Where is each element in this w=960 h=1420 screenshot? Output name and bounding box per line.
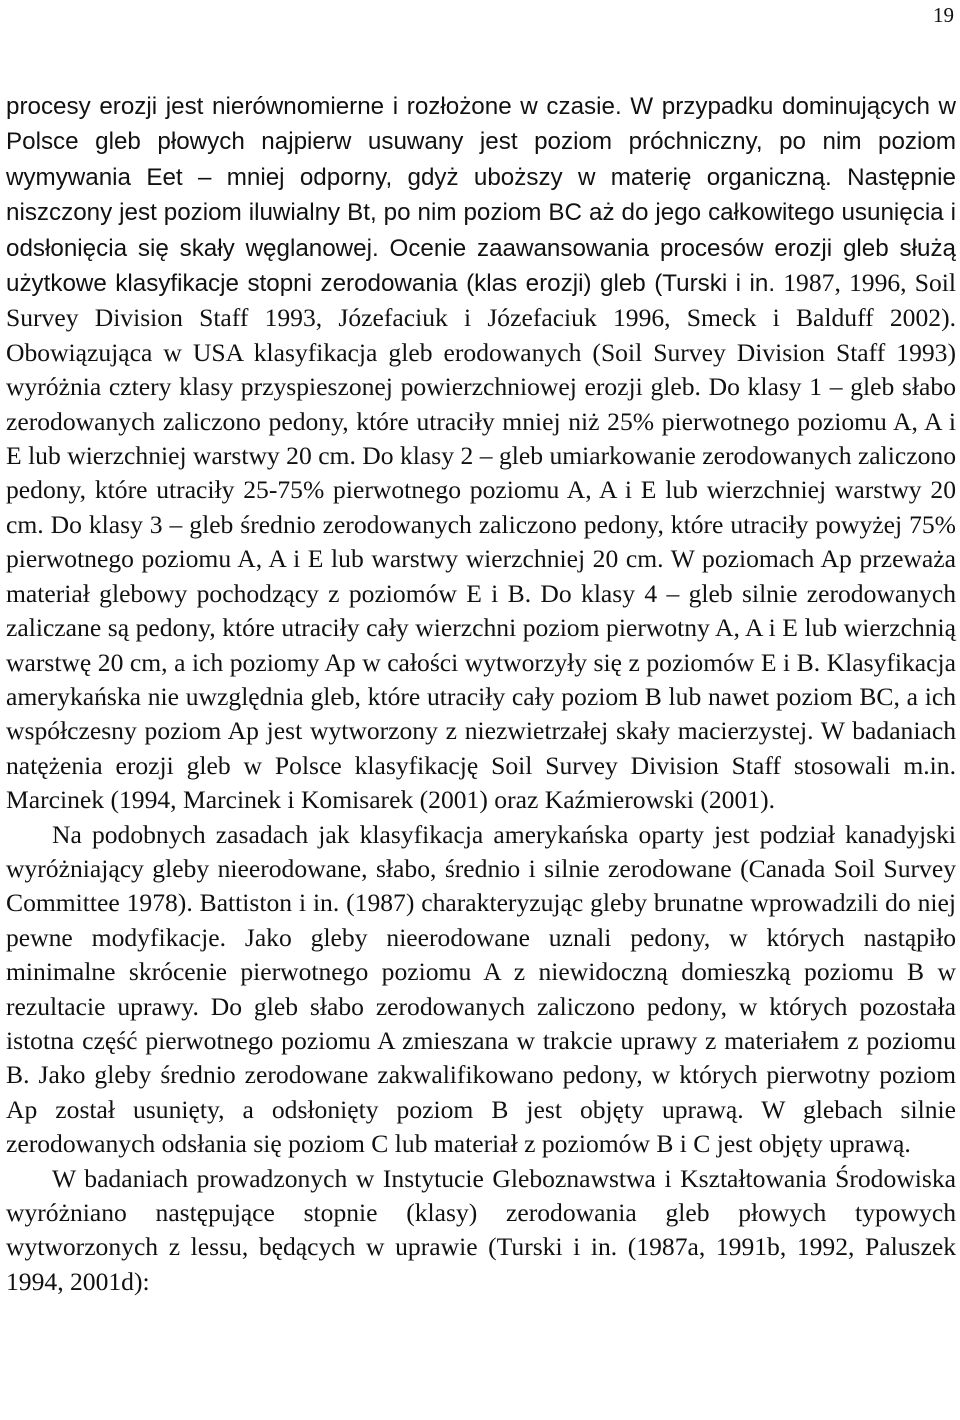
paragraph-canadian-classification xyxy=(6,818,956,1162)
paragraph-text-sans: procesy erozji jest nierównomierne i rozłożone w czasie. W przypadku dominujących w Polsce gleb płowych najpierw usuwany jest poziom próchniczny, po nim poziom wymywania Eet – mniej odporny, gdyż uboższy w materię organiczną. Następnie niszczony jest poziom iluwialny Bt, po nim poziom BC aż do jego całkowitego usunięcia i odsłonięcia się skały węglanowej. Ocenie zaawansowania procesów erozji gleb służą użytkowe klasyfikacje stopni zerodowania (klas erozji) gleb (Turski i in. xyxy=(6,93,956,298)
paragraph-text: Na podobnych zasadach jak klasyfikacja amerykańska oparty jest podział kanadyjski wyróżniający gleby nieerodowane, słabo, średnio i silnie zerodowane (Canada Soil Survey Committee 1978). Battiston i in. (1987) charakteryzując gleby brunatne wprowadzili do niej pewne modyfikacje. Jako gleby nieerodowane uznali pedony, w których nastąpiło minimalne skrócenie pierwotnego poziomu A z niewidoczną domieszką poziomu B w rezultacie uprawy. Do gleb słabo zerodowanych zaliczono pedony, w których pozostała istotna część pierwotnego poziomu A zmieszana w trakcie uprawy z materiałem z poziomu B. Jako gleby średnio zerodowane zakwalifikowano pedony, w których pierwotny poziom Ap został usunięty, a odsłonięty poziom B jest objęty uprawą. W glebach silnie zerodowanych odsłania się poziom C lub materiał z poziomów B i C jest objęty uprawą. xyxy=(6,819,956,1159)
paragraph-institute-research xyxy=(6,1162,956,1300)
document-body xyxy=(6,89,956,1299)
paragraph-erosion-classes xyxy=(6,89,956,818)
paragraph-text-serif: 1987, 1996, Soil Survey Division Staff 1993, Józefaciuk i Józefaciuk 1996, Smeck i Balduff 2002). Obowiązująca w USA klasyfikacja gleb erodowanych (Soil Survey Division Staff 1993) wyróżnia cztery klasy przyspieszonej powierzchniowej erozji gleb. Do klasy 1 – gleb słabo zerodowanych zaliczono pedony, które utraciły mniej niż 25% pierwotnego poziomu A, A i E lub wierzchniej warstwy 20 cm. Do klasy 2 – gleb umiarkowanie zerodowanych zaliczono pedony, które utraciły 25-75% pierwotnego poziomu A, A i E lub wierzchniej warstwy 20 cm. Do klasy 3 – gleb średnio zerodowanych zaliczono pedony, które utraciły powyżej 75% pierwotnego poziomu A, A i E lub warstwy wierzchniej 20 cm. W poziomach Ap przeważa materiał glebowy pochodzący z poziomów E i B. Do klasy 4 – gleb silnie zerodowanych zaliczane są pedony, które utraciły cały wierzchni poziom pierwotny A, A i E lub wierzchnią warstwę 20 cm, a ich poziomy Ap w całości wytworzyły się z poziomów E i B. Klasyfikacja amerykańska nie uwzględnia gleb, które utraciły cały poziom B lub nawet poziom BC, a ich współczesny poziom Ap jest wytworzony z niezwietrzałej skały macierzystej. W badaniach natężenia erozji gleb w Polsce klasyfikację Soil Survey Division Staff stosowali m.in. Marcinek (1994, Marcinek i Komisarek (2001) oraz Kaźmierowski (2001). xyxy=(6,268,956,815)
paragraph-text: W badaniach prowadzonych w Instytucie Gleboznawstwa i Kształtowania Środowiska wyróżniano następujące stopnie (klasy) zerodowania gleb płowych typowych wytworzonych z lessu, będących w uprawie (Turski i in. (1987a, 1991b, 1992, Paluszek 1994, 2001d): xyxy=(6,1163,956,1296)
page-number: 19 xyxy=(933,3,954,27)
